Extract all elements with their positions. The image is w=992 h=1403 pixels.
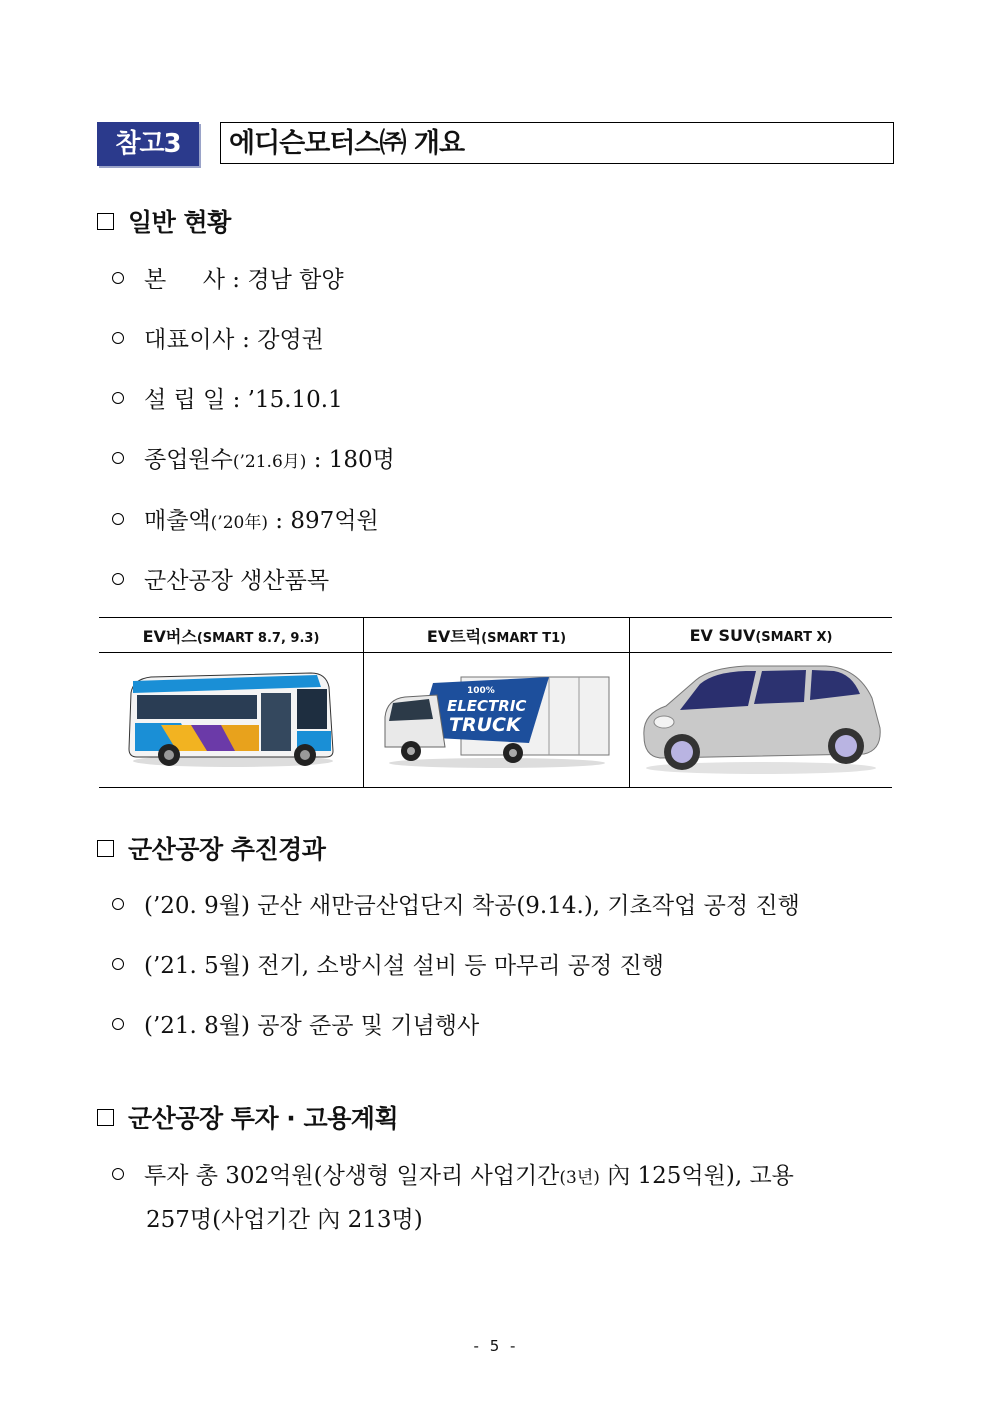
circle-bullet-icon <box>112 1168 124 1180</box>
circle-bullet-icon <box>112 332 124 344</box>
square-bullet-icon <box>97 840 114 857</box>
products-header-row <box>99 618 892 653</box>
info-label: 본 사 <box>144 267 225 293</box>
ev-bus-image <box>121 663 341 773</box>
section-progress <box>97 830 325 866</box>
progress-item <box>112 1011 479 1041</box>
info-note: (’21.6月) <box>232 452 307 472</box>
info-value: : 강영권 <box>234 327 324 353</box>
circle-bullet-icon <box>112 898 124 910</box>
product-image-suv <box>630 653 893 788</box>
products-table <box>99 617 892 788</box>
product-header-bus: EV버스(SMART 8.7, 9.3) <box>99 618 364 653</box>
info-value: : 897억원 <box>267 508 379 534</box>
products-image-row <box>99 653 892 788</box>
square-bullet-icon <box>97 213 114 230</box>
circle-bullet-icon <box>112 392 124 404</box>
square-bullet-icon <box>97 1109 114 1126</box>
truck-graphic-text: TRUCK <box>448 713 521 736</box>
circle-bullet-icon <box>112 573 124 585</box>
info-value: : 180명 <box>306 447 395 473</box>
info-item-ceo <box>112 325 324 355</box>
info-label: 설 립 일 <box>144 387 226 413</box>
page-number: - 5 - <box>473 1337 519 1355</box>
circle-bullet-icon <box>112 452 124 464</box>
truck-graphic-text: 100% <box>466 685 495 696</box>
section-plan <box>97 1099 398 1135</box>
reference-badge: 참고3 <box>97 122 199 166</box>
info-item-employees <box>112 445 395 477</box>
plan-text: 투자 총 302억원(상생형 일자리 사업기간 <box>144 1163 560 1189</box>
plan-text: 257명(사업기간 內 213명) <box>146 1207 423 1233</box>
info-label: 매출액 <box>144 508 211 534</box>
plan-item <box>112 1161 794 1193</box>
page-title: 에디슨모터스㈜ 개요 <box>220 122 894 164</box>
plan-text: 內 125억원), 고용 <box>599 1163 794 1189</box>
info-item-founded <box>112 385 343 415</box>
ev-truck-image <box>377 663 617 773</box>
section-heading: 군산공장 투자 · 고용계획 <box>128 1104 399 1133</box>
product-header-suv: EV SUV(SMART X) <box>630 618 893 653</box>
progress-text: (’20. 9월) 군산 새만금산업단지 착공(9.14.), 기초작업 공정 진행 <box>144 893 800 919</box>
info-label: 종업원수 <box>144 447 233 473</box>
info-label: 군산공장 생산품목 <box>144 568 330 594</box>
plan-note: (3년) <box>559 1168 600 1188</box>
circle-bullet-icon <box>112 958 124 970</box>
info-value: : 경남 함양 <box>225 267 344 293</box>
info-label: 대표이사 <box>144 327 235 353</box>
product-image-bus <box>99 653 364 788</box>
info-item-products <box>112 566 329 596</box>
progress-item <box>112 891 800 921</box>
ev-suv-image <box>636 658 886 778</box>
section-general <box>97 203 231 239</box>
circle-bullet-icon <box>112 272 124 284</box>
section-heading: 일반 현황 <box>128 208 231 237</box>
info-note: (’20年) <box>210 513 268 533</box>
info-item-hq <box>112 265 344 295</box>
product-header-truck: EV트럭(SMART T1) <box>364 618 630 653</box>
product-image-truck <box>364 653 630 788</box>
page-header <box>97 122 897 166</box>
info-value: : ’15.10.1 <box>225 387 343 413</box>
info-item-revenue <box>112 506 379 538</box>
progress-item <box>112 951 664 981</box>
circle-bullet-icon <box>112 513 124 525</box>
progress-text: (’21. 8월) 공장 준공 및 기념행사 <box>144 1013 480 1039</box>
plan-item-continued <box>146 1205 423 1235</box>
circle-bullet-icon <box>112 1018 124 1030</box>
truck-graphic-text: ELECTRIC <box>446 696 526 715</box>
section-heading: 군산공장 추진경과 <box>128 835 326 864</box>
progress-text: (’21. 5월) 전기, 소방시설 설비 등 마무리 공정 진행 <box>144 953 664 979</box>
